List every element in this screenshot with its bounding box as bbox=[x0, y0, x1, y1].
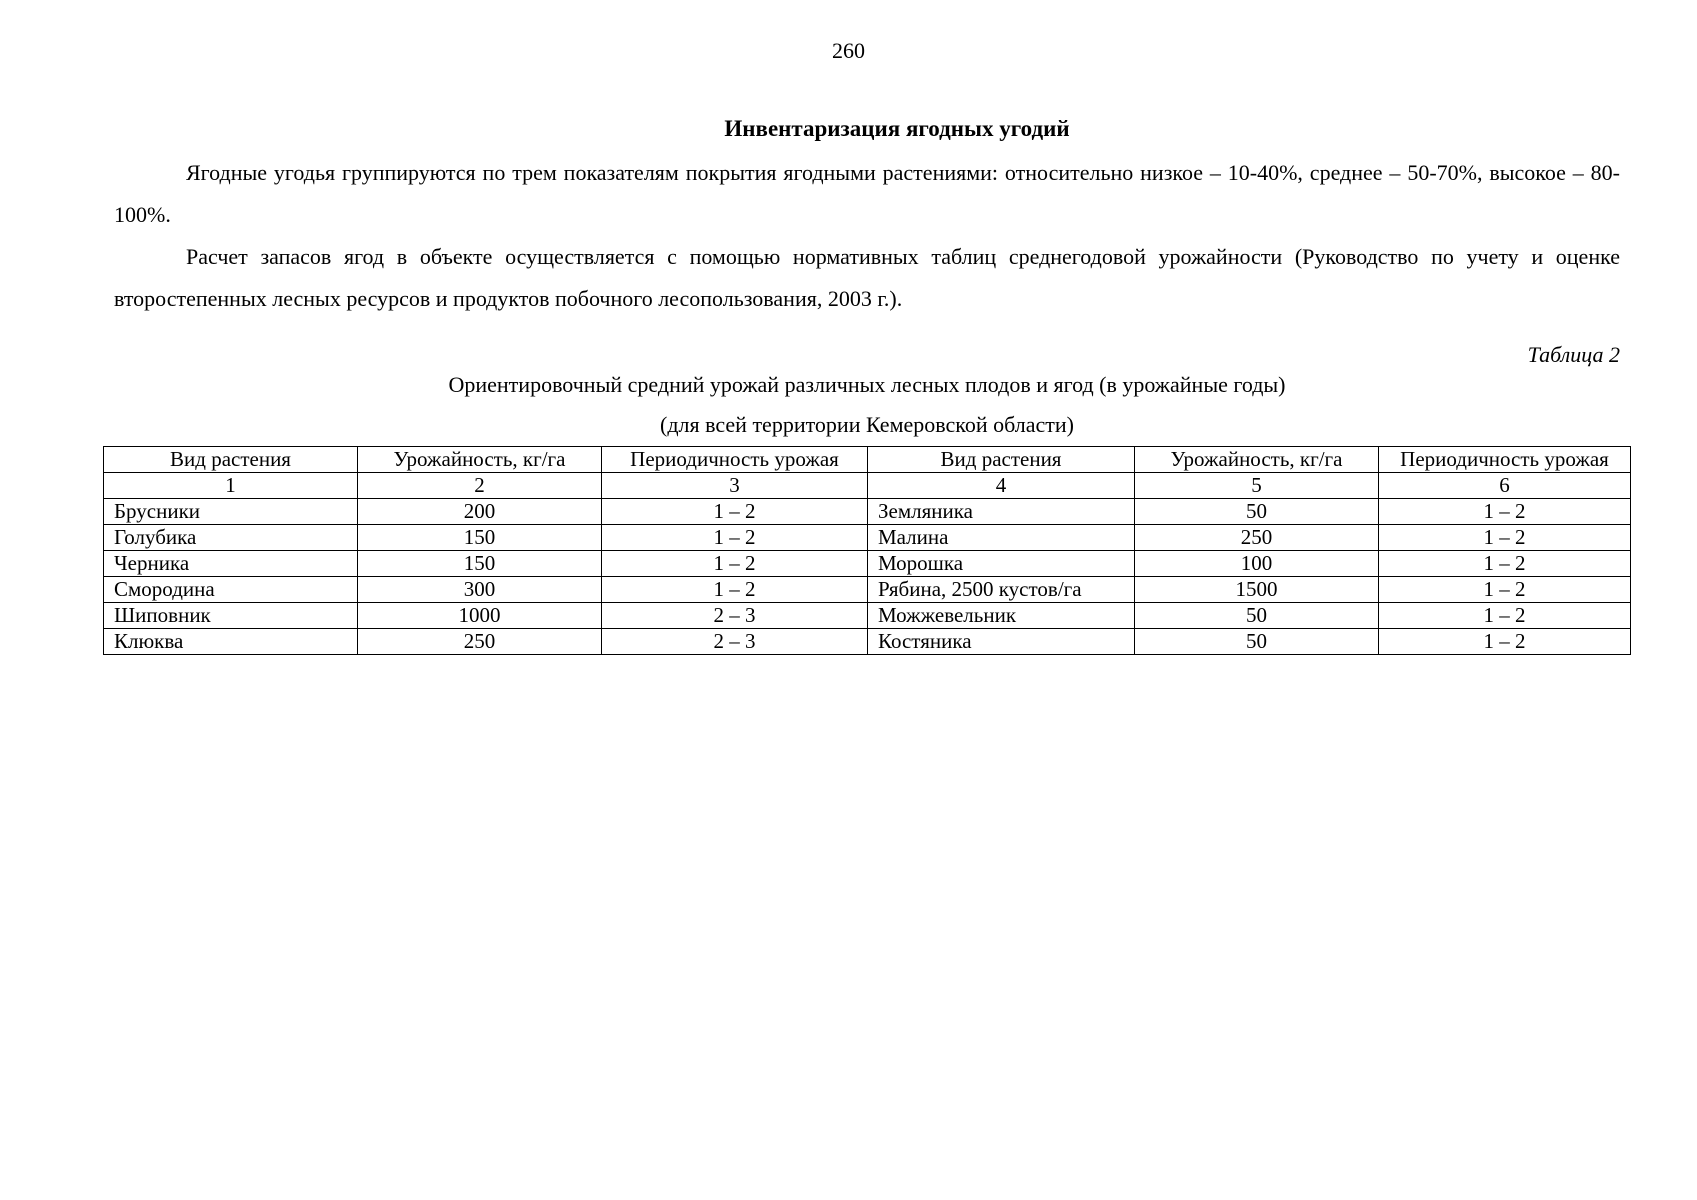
period-cell: 1 – 2 bbox=[1379, 525, 1631, 551]
yield-cell: 1000 bbox=[358, 603, 602, 629]
yield-cell: 250 bbox=[358, 629, 602, 655]
plant-cell: Малина bbox=[868, 525, 1135, 551]
table-label: Таблица 2 bbox=[1527, 342, 1620, 367]
period-cell: 1 – 2 bbox=[1379, 551, 1631, 577]
column-number: 3 bbox=[602, 473, 868, 499]
period-cell: 1 – 2 bbox=[1379, 603, 1631, 629]
yield-cell: 50 bbox=[1135, 499, 1379, 525]
table-row bbox=[104, 577, 1631, 603]
yield-table bbox=[103, 446, 1631, 655]
period-cell: 2 – 3 bbox=[602, 603, 868, 629]
plant-cell: Голубика bbox=[104, 525, 358, 551]
column-number: 6 bbox=[1379, 473, 1631, 499]
header-yield-1: Урожайность, кг/га bbox=[358, 447, 602, 473]
period-cell: 1 – 2 bbox=[1379, 577, 1631, 603]
yield-cell: 1500 bbox=[1135, 577, 1379, 603]
period-cell: 1 – 2 bbox=[1379, 499, 1631, 525]
plant-cell: Смородина bbox=[104, 577, 358, 603]
paragraph-calculation: Расчет запасов ягод в объекте осуществляется с помощью нормативных таблиц среднегодовой урожайности (Руководство по учету и оценке второстепенных лесных ресурсов и продуктов побочного лесопользования, 2003 г.). bbox=[114, 244, 1620, 311]
table-row bbox=[104, 603, 1631, 629]
plant-cell: Клюква bbox=[104, 629, 358, 655]
table-column-number-row bbox=[104, 473, 1631, 499]
plant-cell: Рябина, 2500 кустов/га bbox=[868, 577, 1135, 603]
yield-cell: 50 bbox=[1135, 603, 1379, 629]
plant-cell: Земляника bbox=[868, 499, 1135, 525]
column-number: 1 bbox=[104, 473, 358, 499]
plant-cell: Можжевельник bbox=[868, 603, 1135, 629]
plant-cell: Морошка bbox=[868, 551, 1135, 577]
yield-cell: 150 bbox=[358, 551, 602, 577]
period-cell: 1 – 2 bbox=[1379, 629, 1631, 655]
yield-cell: 50 bbox=[1135, 629, 1379, 655]
yield-cell: 100 bbox=[1135, 551, 1379, 577]
yield-cell: 250 bbox=[1135, 525, 1379, 551]
table-row bbox=[104, 629, 1631, 655]
table-header-row bbox=[104, 447, 1631, 473]
period-cell: 1 – 2 bbox=[602, 499, 868, 525]
yield-cell: 300 bbox=[358, 577, 602, 603]
plant-cell: Костяника bbox=[868, 629, 1135, 655]
column-number: 4 bbox=[868, 473, 1135, 499]
header-plant-2: Вид растения bbox=[868, 447, 1135, 473]
plant-cell: Брусники bbox=[104, 499, 358, 525]
period-cell: 1 – 2 bbox=[602, 551, 868, 577]
plant-cell: Шиповник bbox=[104, 603, 358, 629]
header-plant-1: Вид растения bbox=[104, 447, 358, 473]
plant-cell: Черника bbox=[104, 551, 358, 577]
column-number: 5 bbox=[1135, 473, 1379, 499]
yield-cell: 200 bbox=[358, 499, 602, 525]
table-row bbox=[104, 551, 1631, 577]
page-number: 260 bbox=[832, 38, 865, 63]
document-body bbox=[114, 112, 1620, 440]
table-row bbox=[104, 525, 1631, 551]
column-number: 2 bbox=[358, 473, 602, 499]
header-yield-2: Урожайность, кг/га bbox=[1135, 447, 1379, 473]
table-caption: Ориентировочный средний урожай различных лесных плодов и ягод (в урожайные годы) bbox=[448, 372, 1286, 397]
yield-table-container bbox=[103, 446, 1630, 655]
table-subcaption: (для всей территории Кемеровской области) bbox=[660, 412, 1074, 437]
period-cell: 2 – 3 bbox=[602, 629, 868, 655]
header-period-2: Периодичность урожая bbox=[1379, 447, 1631, 473]
section-title: Инвентаризация ягодных угодий bbox=[724, 116, 1070, 141]
table-row bbox=[104, 499, 1631, 525]
period-cell: 1 – 2 bbox=[602, 577, 868, 603]
header-period-1: Периодичность урожая bbox=[602, 447, 868, 473]
yield-cell: 150 bbox=[358, 525, 602, 551]
period-cell: 1 – 2 bbox=[602, 525, 868, 551]
paragraph-coverage: Ягодные угодья группируются по трем показателям покрытия ягодными растениями: относительно низкое – 10-40%, среднее – 50-70%, высокое – 80-100%. bbox=[114, 160, 1620, 227]
